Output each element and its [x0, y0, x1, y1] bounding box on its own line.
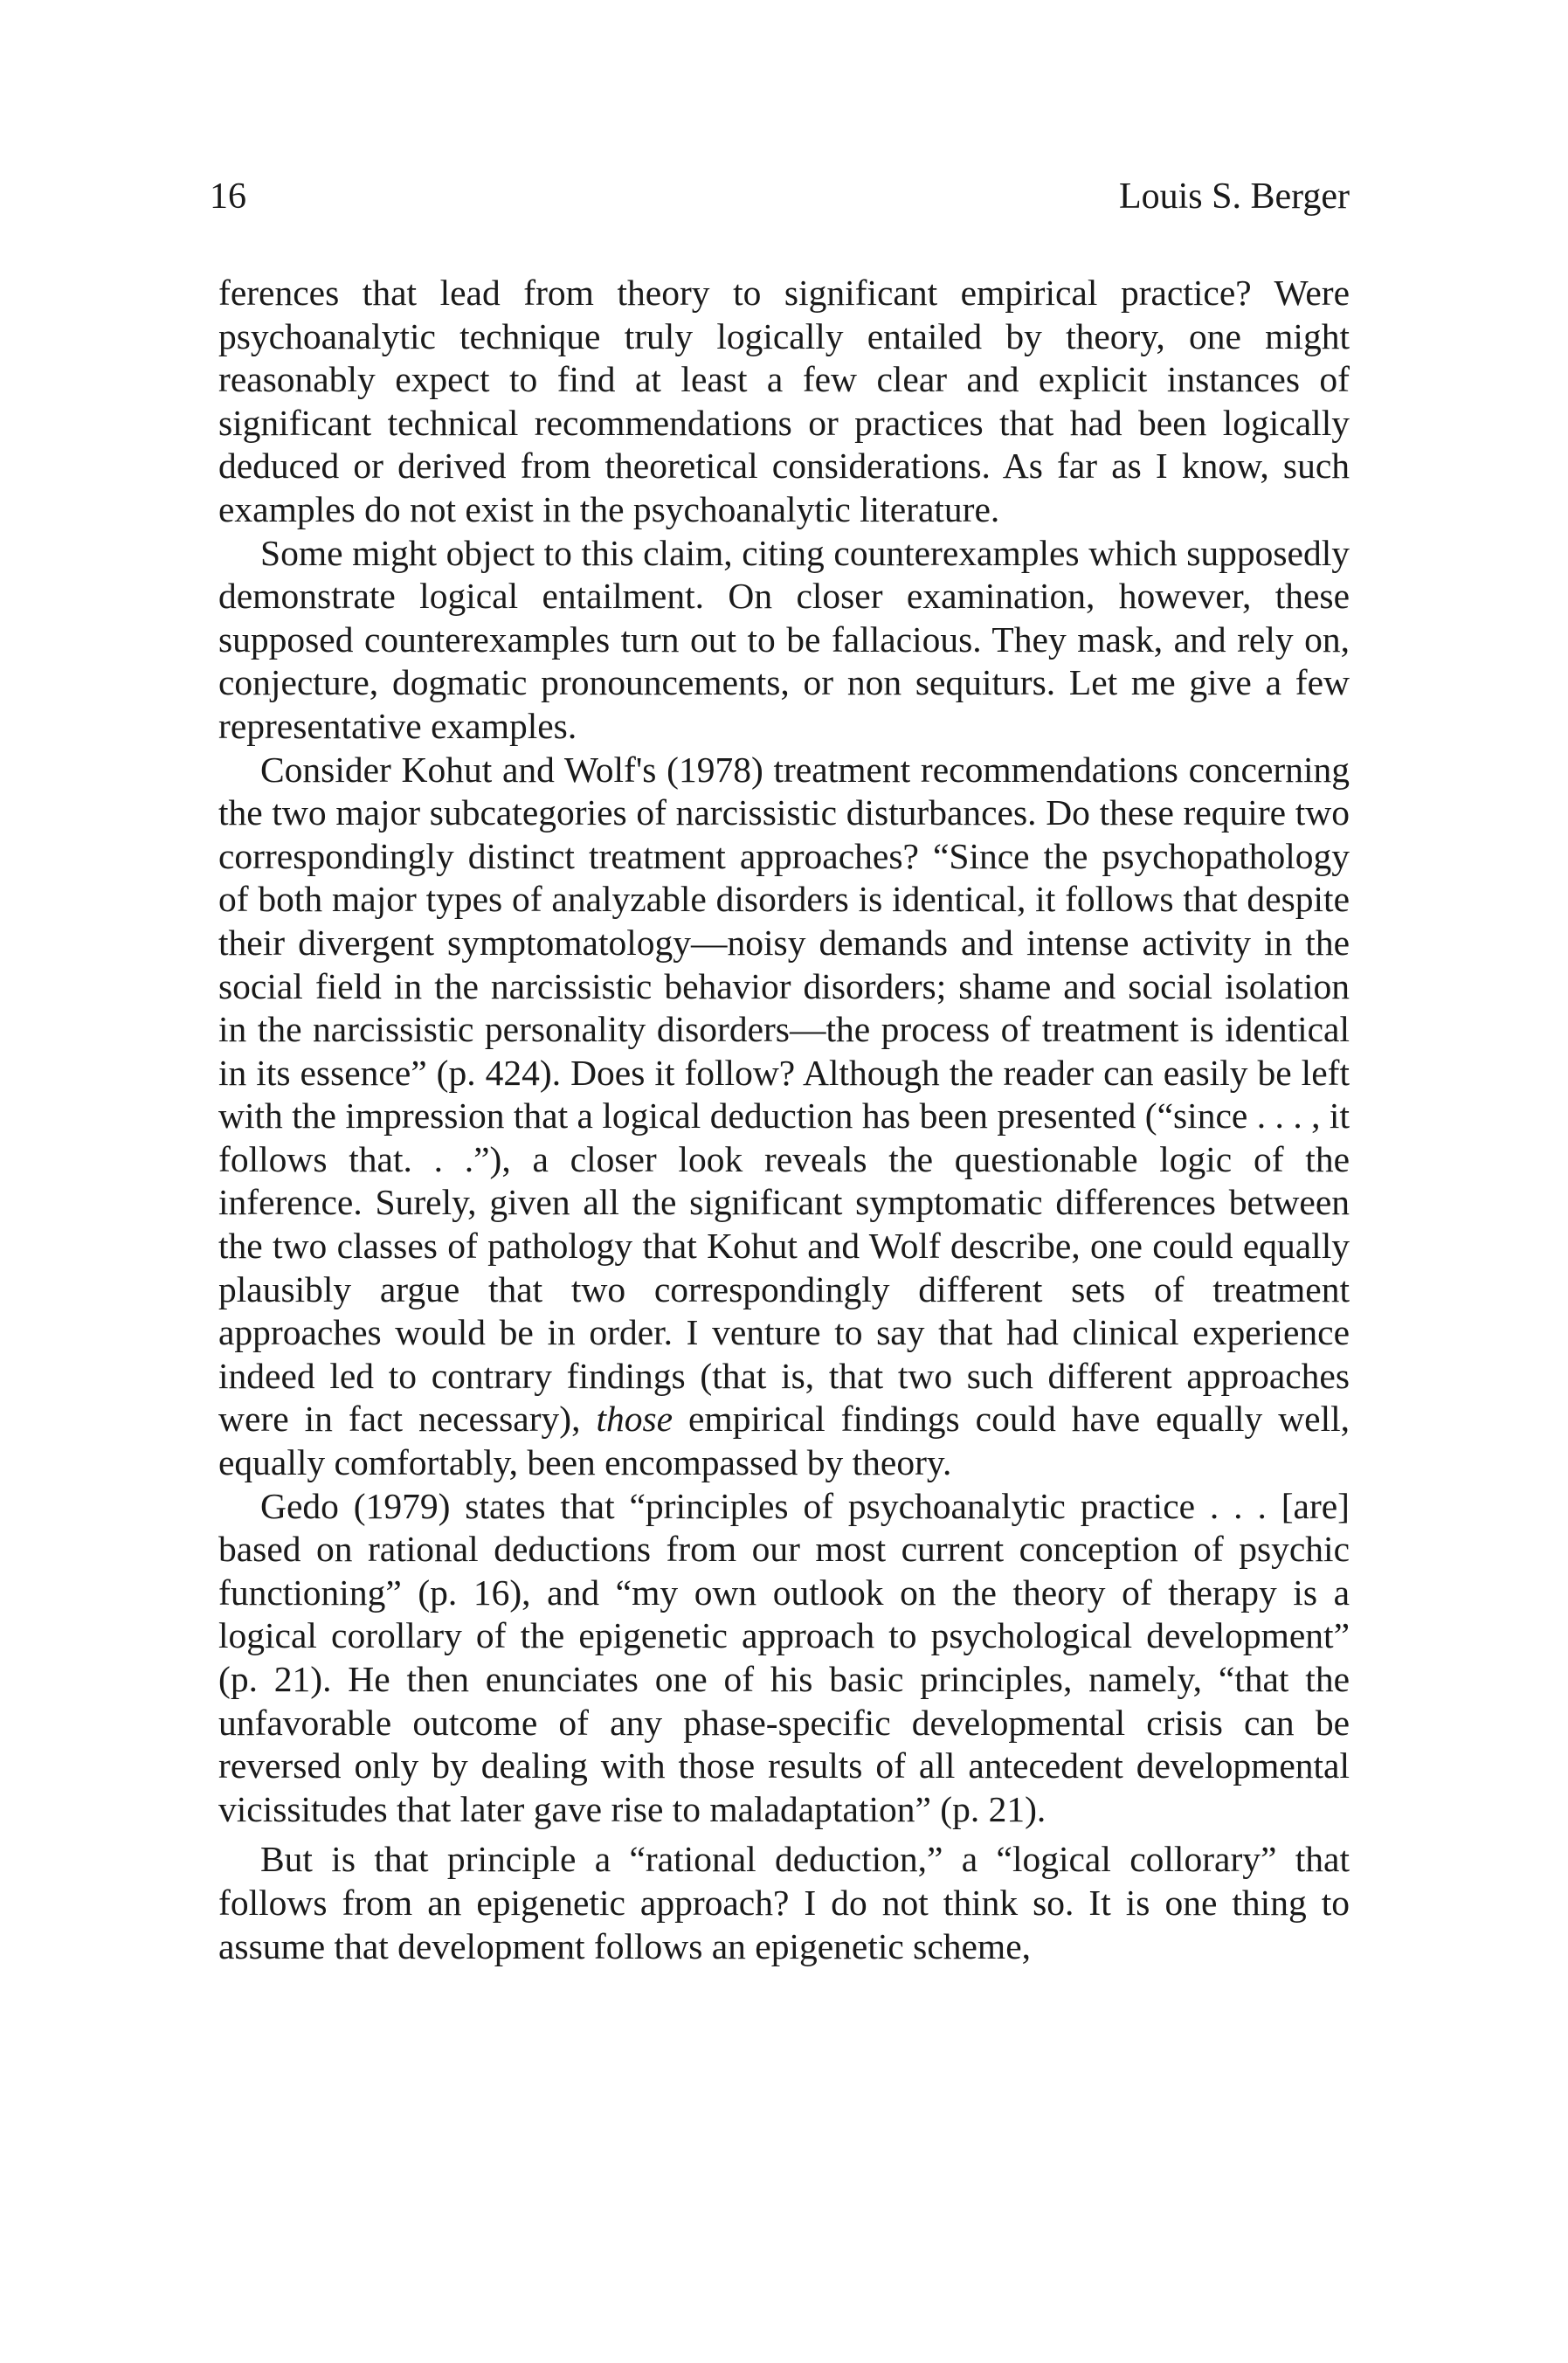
body-text: [218, 272, 1350, 1968]
italic-those: those: [596, 1399, 673, 1440]
kohut-wolf-text: Consider Kohut and Wolf's (1978) treatment recommendations concerning the two major subcategories of narcissistic disturbances. Do these require two correspondingly distinct treatment approaches? “Since the psychopathology of both major types of analyzable disorders is identical, it follows that despite their divergent symptomatology—noisy demands and intense activity in the social field in the narcissistic behavior disorders; shame and social isolation in the narcissistic personality disorders—the process of treatment is identical in its essence” (p. 424). Does it follow? Although the reader can easily be left with the impression that a logical deduction has been presented (“since . . . , it follows that. . .”), a closer look reveals the questionable logic of the inference. Surely, given all the significant symptomatic differences between the two classes of pathology that Kohut and Wolf describe, one could equally plausibly argue that two correspondingly different sets of treatment approaches would be in order. I venture to say that had clinical experience indeed led to contrary findings (that is, that two such different approaches were in fact necessary),: [218, 749, 1350, 1440]
page-number: 16: [210, 176, 246, 217]
kohut-wolf-text-end: empirical findings could have equally well, equally comfortably, been encompassed by theory.: [218, 1399, 1350, 1483]
page: [210, 170, 1350, 1968]
running-head-author: Louis S. Berger: [1118, 176, 1350, 217]
paragraph-epigenetic: But is that principle a “rational deduction,” a “logical collorary” that follows from an epigenetic approach? I do not think so. It is one thing to assume that development follows an epigenetic scheme,: [218, 1839, 1350, 1966]
paragraph-kohut-wolf: [218, 749, 1350, 1485]
running-head: [210, 170, 1350, 240]
paragraph-continued: ferences that lead from theory to significant empirical practice? Were psychoanalytic technique truly logically entailed by theory, one might reasonably expect to find at least a few clear and explicit instances of significant technical recommendations or practices that had been logically deduced or derived from theoretical considerations. As far as I know, such examples do not exist in the psychoanalytic literature.: [218, 273, 1350, 529]
paragraph-gedo: Gedo (1979) states that “principles of psychoanalytic practice . . . [are] based on rational deductions from our most current conception of psychic functioning” (p. 16), and “my own outlook on the theory of therapy is a logical corollary of the epigenetic approach to psychological development” (p. 21). He then enunciates one of his basic principles, namely, “that the unfavorable outcome of any phase-specific developmental crisis can be reversed only by dealing with those results of all antecedent developmental vicissitudes that later gave rise to maladaptation” (p. 21).: [218, 1485, 1350, 1829]
paragraph-counterexamples: Some might object to this claim, citing counterexamples which supposedly demonstrate logical entailment. On closer examination, however, these supposed counterexamples turn out to be fallacious. They mask, and rely on, conjecture, dogmatic pronouncements, or non sequiturs. Let me give a few representative examples.: [218, 532, 1350, 746]
